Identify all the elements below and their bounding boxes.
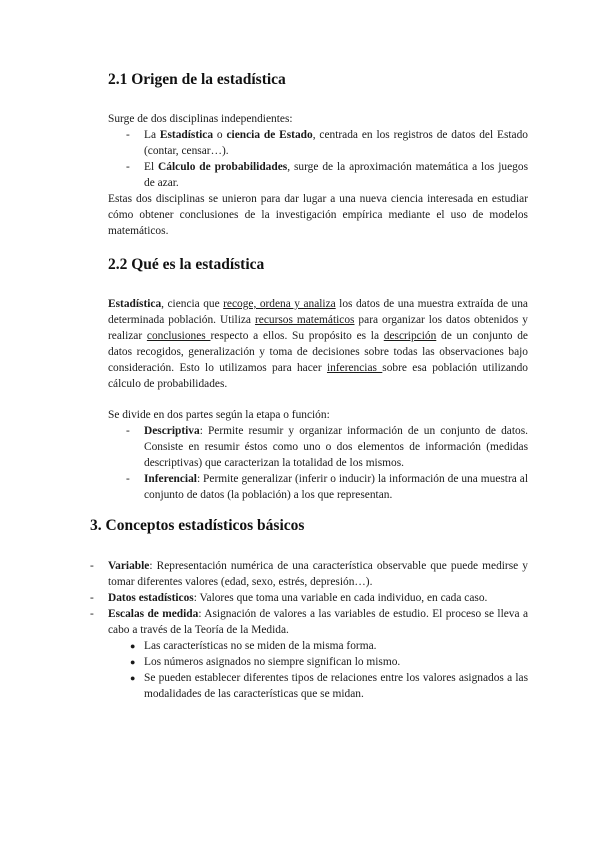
section-2-2-definition	[108, 296, 528, 392]
list-item	[90, 558, 528, 590]
section-3-body	[90, 558, 529, 702]
list-item	[108, 127, 528, 159]
underlined-term: descripción	[383, 330, 437, 342]
list-item	[108, 423, 528, 471]
item-bold-term-2: ciencia de Estado	[226, 129, 313, 141]
item-bold-term: Cálculo de probabilidades	[158, 161, 288, 173]
list-item	[108, 159, 528, 191]
bullet-text: Las características no se miden de la misma forma.	[144, 640, 377, 652]
underlined-term: conclusiones	[146, 330, 211, 342]
text-run: para organizar los datos obtenidos y realizar	[108, 314, 529, 342]
term-estadistica: Estadística	[108, 298, 162, 310]
item-bold-term: Datos estadísticos	[108, 592, 194, 604]
section-3-heading: 3. Conceptos estadísticos básicos	[90, 517, 305, 534]
bullet-item	[108, 670, 528, 702]
dash-marker: -	[126, 473, 130, 485]
bullet-marker: ●	[130, 657, 136, 667]
section-2-1-heading: 2.1 Origen de la estadística	[108, 71, 286, 88]
section-2-2-heading: 2.2 Qué es la estadística	[108, 256, 265, 273]
item-pre-text: La	[144, 129, 160, 141]
dash-marker: -	[126, 161, 130, 173]
bullet-text: Los números asignados no siempre significan lo mismo.	[144, 656, 401, 668]
item-bold-term: Descriptiva	[144, 425, 200, 437]
section-2-2-parts	[108, 407, 528, 503]
item-text: : Permite resumir y organizar información de un conjunto de datos. Consiste en resumir éstos como uno o dos elementos de información (medidas descriptivas) que caracterizan la totalidad de los mismos.	[144, 425, 528, 469]
item-bold-term: Estadística	[159, 129, 214, 141]
dash-marker: -	[90, 560, 94, 572]
text-run: respecto a ellos. Su propósito es la	[210, 330, 384, 342]
section-2-2-division-intro: Se divide en dos partes según la etapa o función:	[108, 409, 330, 421]
dash-marker: -	[126, 425, 130, 437]
item-text: , centrada en los registros de datos del Estado (contar, censar…).	[144, 129, 528, 157]
bullet-marker: ●	[130, 641, 136, 651]
text-run: sobre esa población utilizando cálculo de probabilidades.	[108, 362, 529, 390]
item-text: , surge de la aproximación matemática a los juegos de azar.	[144, 161, 528, 189]
bullet-text: Se pueden establecer diferentes tipos de relaciones entre los valores asignados a las modalidades de las características que se midan.	[144, 672, 528, 700]
section-2-1-body	[108, 111, 528, 239]
underlined-term: inferencias	[326, 362, 383, 374]
dash-marker: -	[90, 592, 94, 604]
underlined-term: recoge, ordena y analiza	[223, 298, 336, 310]
text-run: , ciencia que	[161, 298, 224, 310]
section-2-1-intro: Surge de dos disciplinas independientes:	[108, 113, 293, 125]
dash-marker: -	[90, 608, 94, 620]
section-2-1-closing: Estas dos disciplinas se unieron para dar lugar a una nueva ciencia interesada en estudiar cómo obtener conclusiones de la investigación empírica mediante el uso de modelos matemáticos.	[108, 193, 528, 237]
item-pre-text: El	[144, 161, 159, 173]
list-item	[90, 590, 528, 606]
section-2-2-body	[108, 296, 528, 392]
dash-marker: -	[126, 129, 130, 141]
bullet-item	[108, 638, 528, 654]
item-connector: o	[213, 129, 227, 141]
text-run: de un conjunto de datos recogidos, generalización y toma de decisiones sobre todas las observaciones bajo consideración. Esto lo utilizamos para hacer	[108, 330, 528, 374]
item-text: : Asignación de valores a las variables de estudio. El proceso se lleva a cabo a través de la Teoría de la Medida.	[108, 608, 529, 636]
list-item	[90, 606, 529, 638]
item-text: : Valores que toma una variable en cada individuo, en cada caso.	[193, 592, 488, 604]
bullet-marker: ●	[130, 673, 136, 683]
item-bold-term: Escalas de medida	[108, 608, 199, 620]
list-item	[108, 471, 528, 503]
bullet-item	[108, 654, 528, 670]
text-run: los datos de una muestra extraída de una determinada población. Utiliza	[108, 298, 528, 326]
item-text: : Permite generalizar (inferir o inducir) la información de una muestra al conjunto de datos (la población) a los que representan.	[144, 473, 528, 501]
item-bold-term: Variable	[108, 560, 150, 572]
item-bold-term: Inferencial	[144, 473, 197, 485]
item-text: : Representación numérica de una característica observable que puede medirse y tomar diferentes valores (edad, sexo, estrés, depresión…).	[108, 560, 528, 588]
underlined-term: recursos matemáticos	[254, 314, 355, 326]
